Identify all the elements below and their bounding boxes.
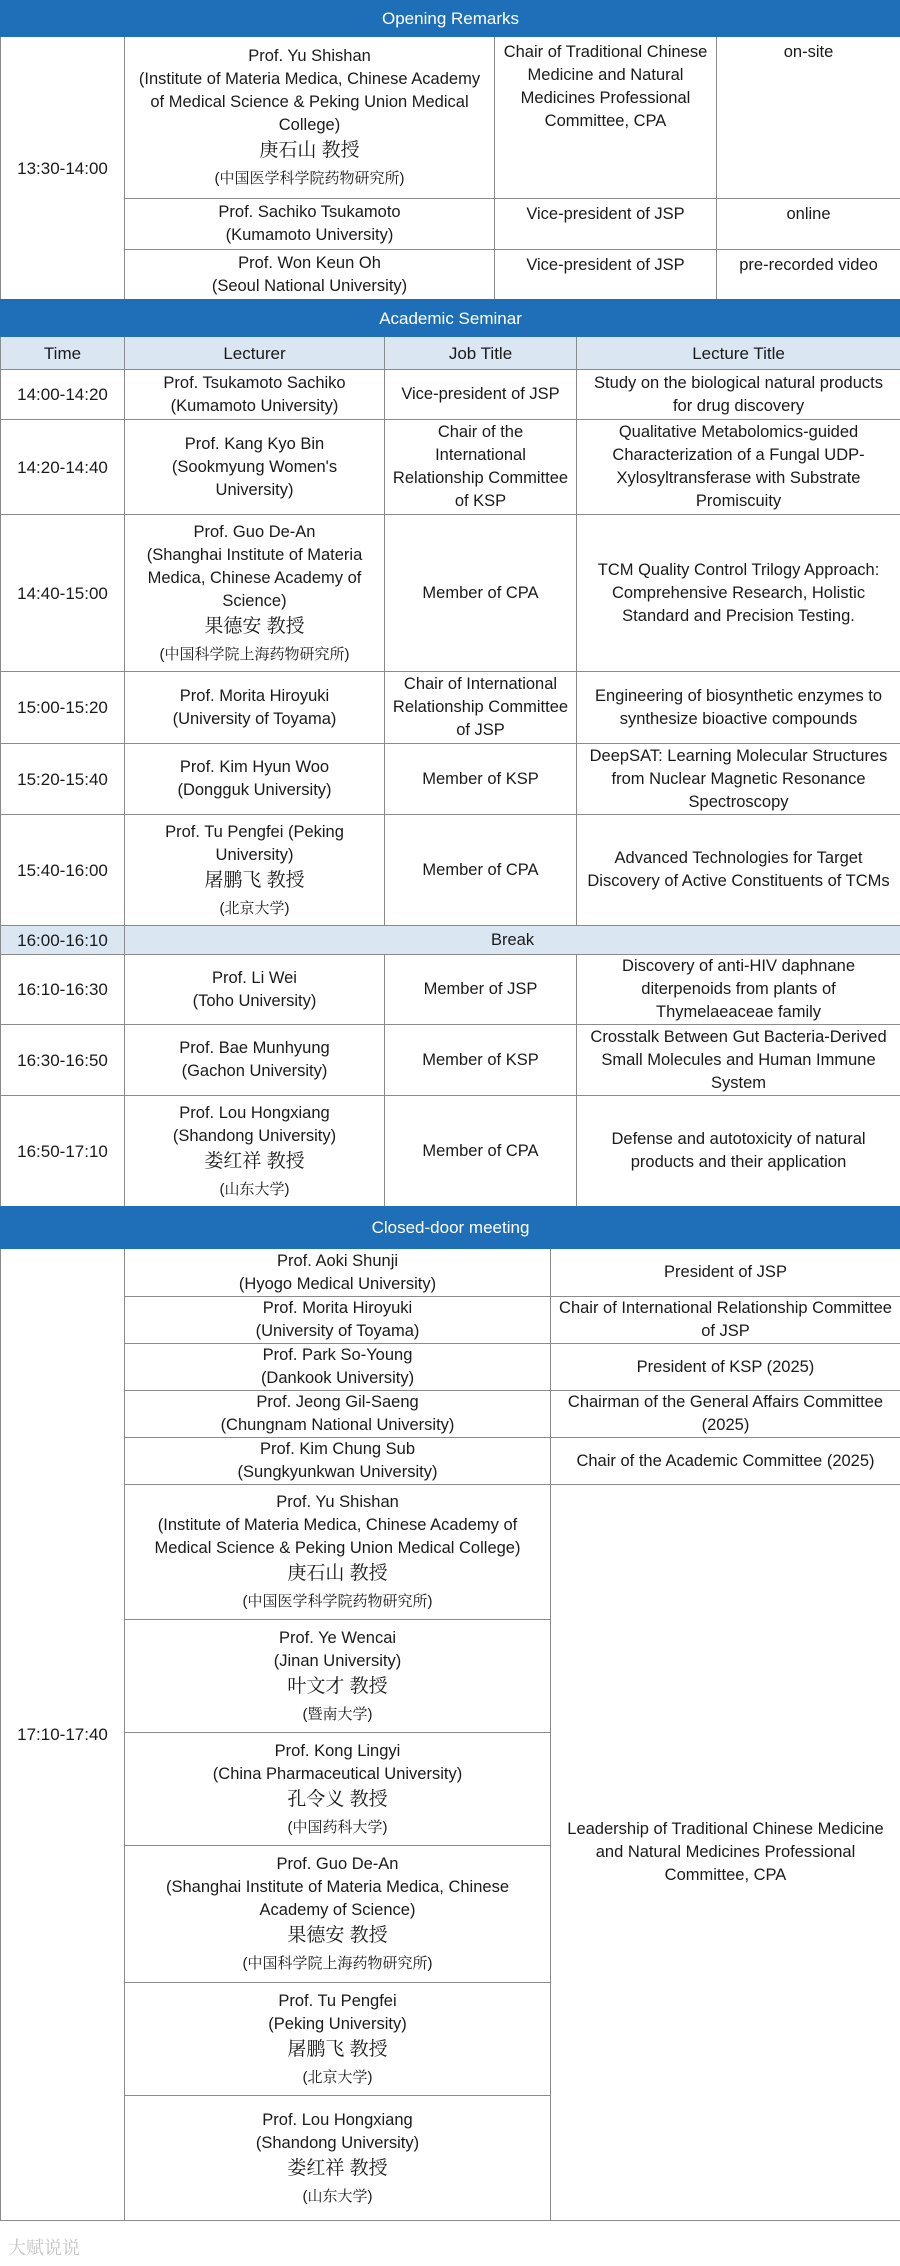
lecturer-affiliation: (Shandong University)	[172, 1126, 337, 1145]
member-affiliation: (Shandong University)	[255, 2133, 420, 2152]
member-name-zh: 果德安 教授	[287, 1925, 388, 1946]
lecturer-cell	[125, 672, 385, 744]
member-affiliation: (Peking University)	[268, 2014, 407, 2033]
member-cell	[125, 1620, 551, 1733]
job-title: Chair of International Relationship Committee of JSP	[385, 672, 577, 744]
break-time: 16:00-16:10	[1, 926, 125, 955]
lecture-title: Crosstalk Between Gut Bacteria-Derived Small Molecules and Human Immune System	[577, 1025, 900, 1096]
member-role: President of JSP	[551, 1249, 900, 1297]
member-cell	[125, 1391, 551, 1438]
member-affiliation-zh: (暨南大学)	[302, 1705, 373, 1723]
member-role: President of KSP (2025)	[551, 1344, 900, 1391]
member-affiliation: (Shanghai Institute of Materia Medica, Chinese Academy of Science)	[165, 1878, 510, 1919]
lecturer-affiliation: (University of Toyama)	[172, 709, 337, 728]
speaker-role: Chair of Traditional Chinese Medicine and Natural Medicines Professional Committee, CPA	[495, 37, 717, 199]
attendance-mode: online	[717, 199, 900, 250]
watermark-text: 大赋说说	[8, 2238, 80, 2258]
member-affiliation: (China Pharmaceutical University)	[212, 1764, 463, 1783]
column-header-time: Time	[1, 337, 125, 370]
speaker-cell	[125, 37, 495, 199]
closed-door-table	[0, 1206, 900, 2221]
section-title-closed: Closed-door meeting	[1, 1207, 900, 1249]
break-label: Break	[125, 926, 900, 955]
job-title: Member of CPA	[385, 815, 577, 926]
speaker-affiliation: (Institute of Materia Medica, Chinese Academy of Medical Science & Peking Union Medical College)	[138, 70, 481, 134]
member-name: Prof. Park So-Young	[262, 1346, 413, 1364]
member-name: Prof. Guo De-An	[276, 1855, 399, 1873]
table-row	[1, 420, 900, 515]
table-row	[1, 1096, 900, 1207]
job-title: Chair of the International Relationship Committee of KSP	[385, 420, 577, 515]
lecture-title: Study on the biological natural products for drug discovery	[577, 370, 900, 420]
table-row	[1, 1344, 900, 1391]
lecturer-cell	[125, 955, 385, 1025]
member-affiliation-zh: (中国医学科学院药物研究所)	[242, 1593, 433, 1610]
member-name: Prof. Aoki Shunji	[276, 1251, 399, 1270]
table-row	[1, 1391, 900, 1438]
column-header-lecture: Lecture Title	[577, 337, 900, 370]
closed-time: 17:10-17:40	[1, 1249, 125, 2221]
lecturer-cell	[125, 744, 385, 815]
lecturer-name-zh: 果德安 教授	[204, 615, 305, 637]
table-row	[1, 1297, 900, 1344]
lecturer-affiliation: (Dongguk University)	[177, 781, 332, 799]
member-cell	[125, 1249, 551, 1297]
member-name: Prof. Yu Shishan	[276, 1493, 399, 1511]
speaker-name: Prof. Yu Shishan	[248, 47, 371, 65]
lecture-time: 15:00-15:20	[1, 672, 125, 744]
lecturer-cell	[125, 420, 385, 515]
section-bar-seminar	[1, 300, 900, 337]
column-header-job: Job Title	[385, 337, 577, 370]
lecture-title: TCM Quality Control Trilogy Approach: Comprehensive Research, Holistic Standard and Precision Testing.	[577, 515, 900, 672]
section-title-opening: Opening Remarks	[1, 1, 900, 37]
lecturer-name: Prof. Kang Kyo Bin	[184, 434, 325, 453]
lecturer-name: Prof. Tsukamoto Sachiko	[163, 373, 346, 392]
member-name-zh: 屠鹏飞 教授	[287, 2038, 388, 2060]
section-title-seminar: Academic Seminar	[1, 300, 900, 337]
member-affiliation-zh: (中国科学院上海药物研究所)	[242, 1955, 433, 1972]
academic-seminar-table	[0, 299, 900, 1207]
member-name: Prof. Kong Lingyi	[274, 1741, 401, 1760]
section-bar-opening	[1, 1, 900, 37]
member-cell	[125, 1733, 551, 1846]
lecture-time: 14:00-14:20	[1, 370, 125, 420]
member-affiliation: (Hyogo Medical University)	[238, 1274, 437, 1293]
lecture-time: 14:20-14:40	[1, 420, 125, 515]
lecturer-affiliation-zh: (北京大学)	[219, 899, 290, 917]
member-cell	[125, 1297, 551, 1344]
lecture-time: 14:40-15:00	[1, 515, 125, 672]
speaker-cell	[125, 250, 495, 300]
member-affiliation: (Chungnam National University)	[220, 1416, 455, 1434]
leadership-role: Leadership of Traditional Chinese Medicine and Natural Medicines Professional Committee, CPA	[551, 1485, 900, 2221]
table-row	[1, 1249, 900, 1297]
lecturer-cell	[125, 1025, 385, 1096]
lecturer-name: Prof. Morita Hiroyuki	[179, 686, 330, 705]
table-row	[1, 672, 900, 744]
job-title: Member of KSP	[385, 744, 577, 815]
lecturer-cell	[125, 370, 385, 420]
opening-time: 13:30-14:00	[1, 37, 125, 300]
lecture-title: DeepSAT: Learning Molecular Structures from Nuclear Magnetic Resonance Spectroscopy	[577, 744, 900, 815]
member-cell	[125, 1485, 551, 1620]
job-title: Vice-president of JSP	[385, 370, 577, 420]
member-affiliation: (Dankook University)	[260, 1369, 415, 1387]
table-row	[1, 1485, 900, 1620]
lecture-time: 15:40-16:00	[1, 815, 125, 926]
lecture-title: Defense and autotoxicity of natural products and their application	[577, 1096, 900, 1207]
speaker-affiliation: (Seoul National University)	[211, 276, 408, 295]
lecturer-cell	[125, 515, 385, 672]
member-cell	[125, 2096, 551, 2221]
lecturer-name-zh: 娄红祥 教授	[204, 1150, 305, 1172]
lecturer-cell	[125, 815, 385, 926]
member-affiliation-zh: (山东大学)	[302, 2187, 373, 2205]
member-affiliation: (University of Toyama)	[255, 1322, 420, 1340]
speaker-name-zh: 庚石山 教授	[259, 140, 360, 161]
table-row	[1, 1438, 900, 1485]
member-affiliation: (Jinan University)	[273, 1651, 402, 1670]
table-row	[1, 815, 900, 926]
member-role: Chair of the Academic Committee (2025)	[551, 1438, 900, 1485]
speaker-role: Vice-president of JSP	[495, 199, 717, 250]
table-row	[1, 955, 900, 1025]
member-name-zh: 娄红祥 教授	[287, 2157, 388, 2179]
table-row	[1, 1025, 900, 1096]
break-row	[1, 926, 900, 955]
opening-remarks-table	[0, 0, 900, 300]
lecture-title: Advanced Technologies for Target Discovery of Active Constituents of TCMs	[577, 815, 900, 926]
job-title: Member of JSP	[385, 955, 577, 1025]
lecturer-name: Prof. Kim Hyun Woo	[179, 758, 330, 776]
member-name-zh: 孔令义 教授	[287, 1788, 388, 1810]
job-title: Member of CPA	[385, 1096, 577, 1207]
lecture-time: 16:10-16:30	[1, 955, 125, 1025]
lecturer-affiliation-zh: (山东大学)	[219, 1180, 290, 1198]
member-name: Prof. Morita Hiroyuki	[262, 1299, 413, 1317]
member-name: Prof. Tu Pengfei	[278, 1991, 397, 2010]
speaker-name: Prof. Sachiko Tsukamoto	[218, 203, 401, 221]
lecturer-cell	[125, 1096, 385, 1207]
speaker-affiliation: (Kumamoto University)	[225, 226, 394, 244]
member-cell	[125, 1344, 551, 1391]
member-affiliation-zh: (北京大学)	[302, 2068, 373, 2086]
member-name-zh: 叶文才 教授	[287, 1675, 388, 1697]
member-name-zh: 庚石山 教授	[287, 1563, 388, 1584]
member-cell	[125, 1846, 551, 1983]
column-header-row	[1, 337, 900, 370]
member-affiliation: (Sungkyunkwan University)	[237, 1463, 438, 1481]
member-name: Prof. Kim Chung Sub	[260, 1440, 415, 1458]
table-row	[1, 515, 900, 672]
lecturer-affiliation: (Kumamoto University)	[170, 396, 339, 415]
speaker-name: Prof. Won Keun Oh	[238, 253, 381, 272]
member-cell	[125, 1983, 551, 2096]
column-header-lecturer: Lecturer	[125, 337, 385, 370]
table-row	[1, 199, 900, 250]
member-name: Prof. Ye Wencai	[278, 1628, 397, 1647]
lecturer-name: Prof. Bae Munhyung	[179, 1039, 330, 1057]
lecture-title: Discovery of anti-HIV daphnane diterpenoids from plants of Thymelaeaceae family	[577, 955, 900, 1025]
lecturer-name: Prof. Guo De-An	[193, 522, 316, 541]
lecturer-name: Prof. Tu Pengfei (Peking University)	[165, 822, 344, 864]
member-name: Prof. Jeong Gil-Saeng	[256, 1393, 419, 1411]
lecture-title: Engineering of biosynthetic enzymes to synthesize bioactive compounds	[577, 672, 900, 744]
attendance-mode: on-site	[717, 37, 900, 199]
speaker-cell	[125, 199, 495, 250]
table-row	[1, 250, 900, 300]
lecturer-affiliation: (Gachon University)	[181, 1062, 328, 1080]
member-name: Prof. Lou Hongxiang	[262, 2110, 413, 2129]
member-role: Chairman of the General Affairs Committee (2025)	[551, 1391, 900, 1438]
lecture-time: 16:30-16:50	[1, 1025, 125, 1096]
lecture-time: 16:50-17:10	[1, 1096, 125, 1207]
lecturer-name: Prof. Li Wei	[212, 968, 297, 987]
speaker-affiliation-zh: (中国医学科学院药物研究所)	[214, 170, 405, 187]
lecture-time: 15:20-15:40	[1, 744, 125, 815]
speaker-role: Vice-president of JSP	[495, 250, 717, 300]
section-bar-closed	[1, 1207, 900, 1249]
table-row	[1, 370, 900, 420]
member-affiliation: (Institute of Materia Medica, Chinese Academy of Medical Science & Peking Union Medical College)	[154, 1516, 521, 1557]
job-title: Member of CPA	[385, 515, 577, 672]
lecturer-name: Prof. Lou Hongxiang	[179, 1103, 330, 1122]
table-row	[1, 37, 900, 199]
table-row	[1, 744, 900, 815]
member-affiliation-zh: (中国药科大学)	[287, 1818, 388, 1836]
lecturer-affiliation: (Toho University)	[192, 991, 317, 1010]
lecturer-affiliation-zh: (中国科学院上海药物研究所)	[159, 645, 350, 663]
lecture-title: Qualitative Metabolomics-guided Characterization of a Fungal UDP-Xylosyltransferase with Substrate Promiscuity	[577, 420, 900, 515]
lecturer-name-zh: 屠鹏飞 教授	[204, 869, 305, 891]
job-title: Member of KSP	[385, 1025, 577, 1096]
attendance-mode: pre-recorded video	[717, 250, 900, 300]
lecturer-affiliation: (Sookmyung Women's University)	[171, 457, 338, 499]
lecturer-affiliation: (Shanghai Institute of Materia Medica, Chinese Academy of Science)	[146, 545, 363, 610]
member-role: Chair of International Relationship Committee of JSP	[551, 1297, 900, 1344]
member-cell	[125, 1438, 551, 1485]
